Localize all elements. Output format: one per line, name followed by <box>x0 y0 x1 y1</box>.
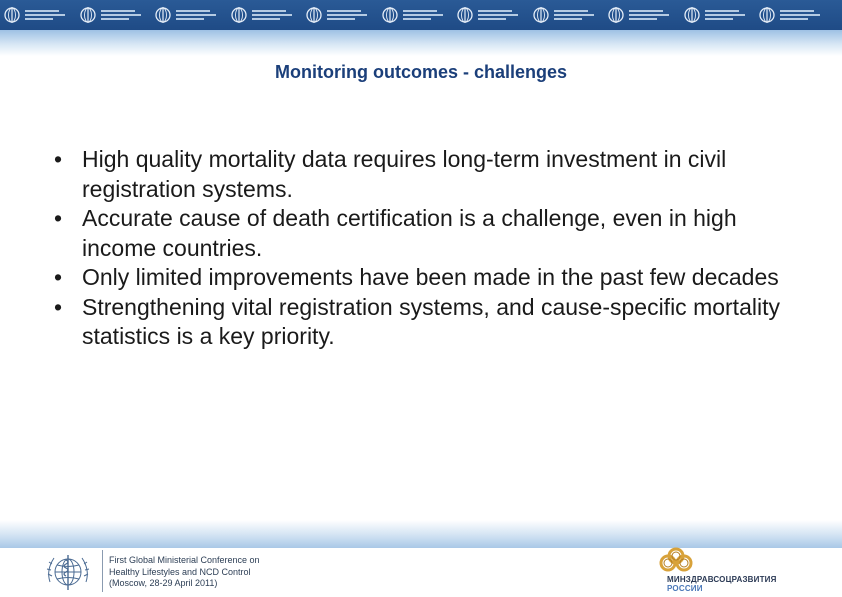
bullet-text: High quality mortality data requires long-term investment in civil registration systems. <box>82 146 727 202</box>
footer-gradient-band <box>0 520 842 548</box>
who-emblem-icon <box>229 4 292 26</box>
bullet-text: Strengthening vital registration systems, and cause-specific mortality statistics is a key priority. <box>82 293 780 349</box>
bullet-item <box>52 145 782 204</box>
conference-line: Healthy Lifestyles and NCD Control <box>109 566 251 577</box>
who-emblem-icon <box>531 4 594 26</box>
conference-line: (Moscow, 28-29 April 2011) <box>109 578 218 588</box>
bullet-item <box>52 204 782 263</box>
bullet-text: Accurate cause of death certification is a challenge, even in high income countries. <box>82 205 737 261</box>
who-emblem-icon <box>606 4 669 26</box>
who-emblem-icon <box>2 4 65 26</box>
bullet-dot: • <box>54 146 63 172</box>
who-emblem-icon <box>42 552 94 597</box>
footer-divider <box>102 550 103 592</box>
who-emblem-icon <box>153 4 216 26</box>
ministry-name: МИНЗДРАВСОЦРАЗВИТИЯ <box>667 575 777 584</box>
slide-title: Monitoring outcomes - challenges <box>274 62 568 82</box>
who-emblem-icon <box>78 4 141 26</box>
who-emblem-icon <box>304 4 367 26</box>
bullet-item <box>52 263 782 293</box>
who-emblem-icon <box>455 4 518 26</box>
conference-line: First Global Ministerial Conference on <box>109 555 260 565</box>
who-emblem-icon <box>380 4 443 26</box>
bullet-text: Only limited improvements have been made in the past few decades <box>82 264 779 290</box>
ministry-caption <box>667 575 777 593</box>
conference-caption <box>109 555 309 590</box>
bullet-dot: • <box>54 264 63 290</box>
who-emblem-icon <box>682 4 745 26</box>
bullet-item <box>52 293 782 352</box>
bullet-dot: • <box>54 205 63 231</box>
ministry-country: РОССИИ <box>667 584 703 593</box>
who-emblem-icon <box>757 4 820 26</box>
header-logo-strip <box>0 0 842 30</box>
bullet-dot: • <box>54 293 63 320</box>
header-gradient-band <box>0 30 842 56</box>
bullet-list <box>52 145 782 352</box>
